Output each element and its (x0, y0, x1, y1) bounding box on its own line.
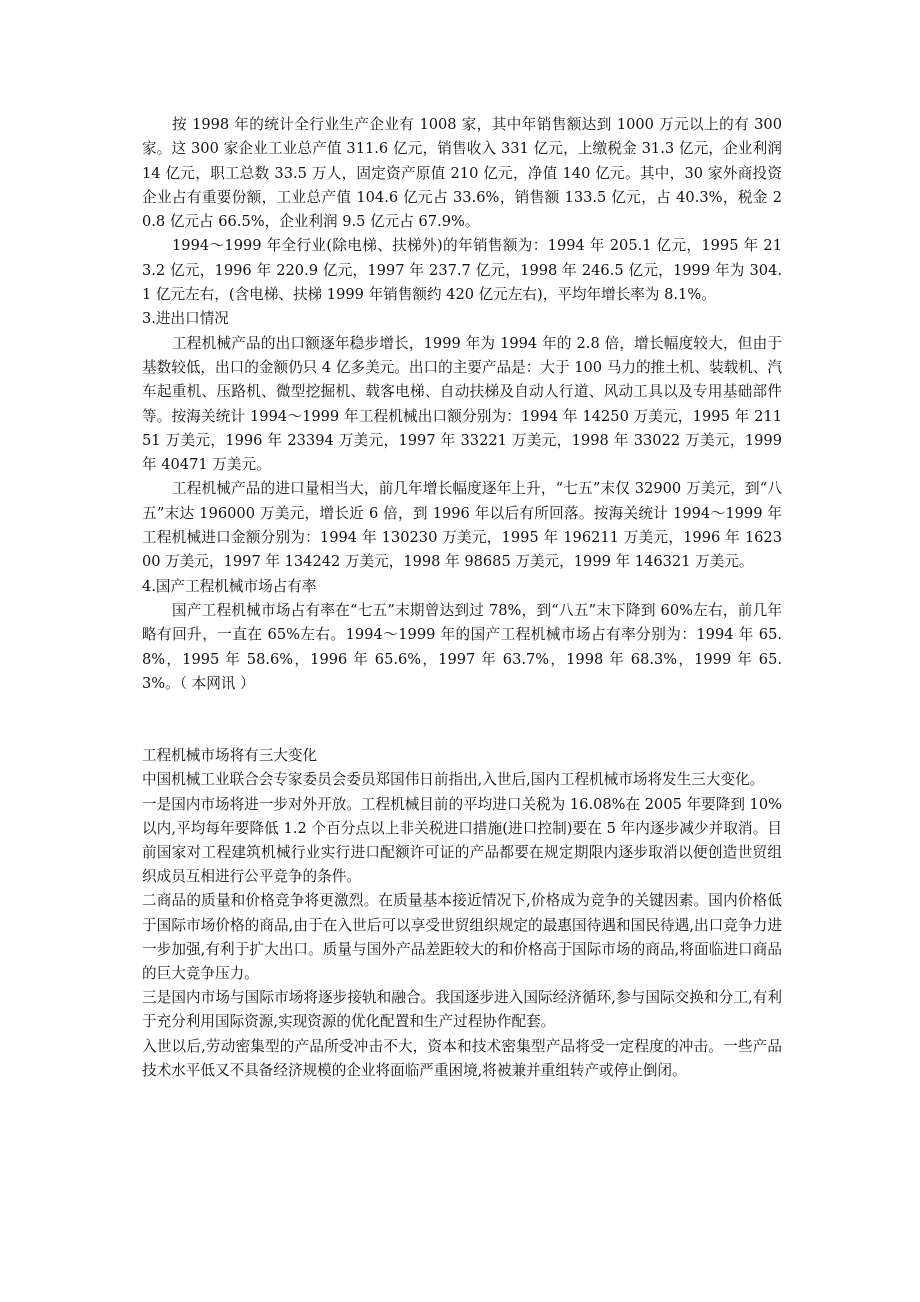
paragraph-intro: 中国机械工业联合会专家委员会委员郑国伟日前指出,入世后,国内工程机械市场将发生三大变化。 (142, 771, 765, 789)
paragraph-annual-sales: 1994～1999 年全行业(除电梯、扶梯外)的年销售额为：1994 年 205.1 亿元，1995 年 213.2 亿元，1996 年 220.9 亿元，1997 年 237.7 亿元，1998 年 246.5 亿元，1999 年为 304.1 亿元左右，(含电梯、扶梯 1999 年销售额约 420 亿元左右)，平均年增长率为 8.1%。 (142, 237, 782, 304)
section-three-changes (142, 744, 782, 1083)
paragraph-market-share: 国产工程机械市场占有率在“七五”末期曾达到过 78%，到“八五”末下降到 60%左右，前几年略有回升，一直在 65%左右。1994～1999 年的国产工程机械市场占有率分别为：1994 年 65.8%，1995 年 58.6%，1996 年 65.6%，1997 年 63.7%，1998 年 68.3%，1999 年 65.3%。（ 本网讯 ） (142, 601, 782, 692)
document-page (142, 113, 782, 1083)
heading-import-export: 3.进出口情况 (142, 310, 229, 328)
article-title: 工程机械市场将有三大变化 (142, 747, 318, 765)
paragraph-1998-statistics: 按 1998 年的统计全行业生产企业有 1008 家，其中年销售额达到 1000 万元以上的有 300 家。这 300 家企业工业总产值 311.6 亿元，销售收入 331 亿元，上缴税金 31.3 亿元，企业利润 14 亿元，职工总数 33.5 万人，固定资产原值 210 亿元，净值 140 亿元。其中，30 家外商投资企业占有重要份额，工业总产值 104.6 亿元占 33.6%，销售额 133.5 亿元，占 40.3%，税金 20.8 亿元占 66.5%，企业利润 9.5 亿元占 67.9%。 (142, 116, 782, 231)
paragraph-exports: 工程机械产品的出口额逐年稳步增长，1999 年为 1994 年的 2.8 倍，增长幅度较大，但由于基数较低，出口的金额仍只 4 亿多美元。出口的主要产品是：大于 100 马力的推土机、装载机、汽车起重机、压路机、微型挖掘机、载客电梯、自动扶梯及自动人行道、风动工具以及专用基础部件等。按海关统计 1994～1999 年工程机械出口额分别为：1994 年 14250 万美元，1995 年 21151 万美元，1996 年 23394 万美元，1997 年 33221 万美元，1998 年 33022 万美元，1999 年 40471 万美元。 (142, 334, 782, 474)
section-industry-statistics (142, 113, 782, 696)
paragraph-change-1: 一是国内市场将进一步对外开放。工程机械目前的平均进口关税为 16.08%在 2005 年要降到 10%以内,平均每年要降低 1.2 个百分点以上非关税进口措施(进口控制)要在 5 年内逐步减少并取消。目前国家对工程建筑机械行业实行进口配额许可证的产品都要在规定期限内逐步取消以便创造世贸组织成员互相进行公平竞争的条件。 (142, 795, 782, 886)
heading-market-share: 4.国产工程机械市场占有率 (142, 577, 317, 595)
paragraph-imports: 工程机械产品的进口量相当大，前几年增长幅度逐年上升，“七五”末仅 32900 万美元，到“八五”末达 196000 万美元，增长近 6 倍，到 1996 年以后有所回落。按海关统计 1994～1999 年工程机械进口金额分别为：1994 年 130230 万美元，1995 年 196211 万美元，1996 年 162300 万美元，1997 年 134242 万美元，1998 年 98685 万美元，1999 年 146321 万美元。 (142, 480, 782, 571)
paragraph-change-2: 二商品的质量和价格竞争将更激烈。在质量基本接近情况下,价格成为竞争的关键因素。国内价格低于国际市场价格的商品,由于在入世后可以享受世贸组织规定的最惠国待遇和国民待遇,出口竞争力进一步加强,有利于扩大出口。质量与国外产品差距较大的和价格高于国际市场的商品,将面临进口商品的巨大竞争压力。 (142, 892, 782, 982)
paragraph-conclusion: 入世以后,劳动密集型的产品所受冲击不大，资本和技术密集型产品将受一定程度的冲击。一些产品技术水平低又不具备经济规模的企业将面临严重困境,将被兼并重组转产或停止倒闭。 (142, 1037, 782, 1079)
section-gap (142, 696, 782, 744)
paragraph-change-3: 三是国内市场与国际市场将逐步接轨和融合。我国逐步进入国际经济循环,参与国际交换和分工,有利于充分利用国际资源,实现资源的优化配置和生产过程协作配套。 (142, 989, 782, 1031)
